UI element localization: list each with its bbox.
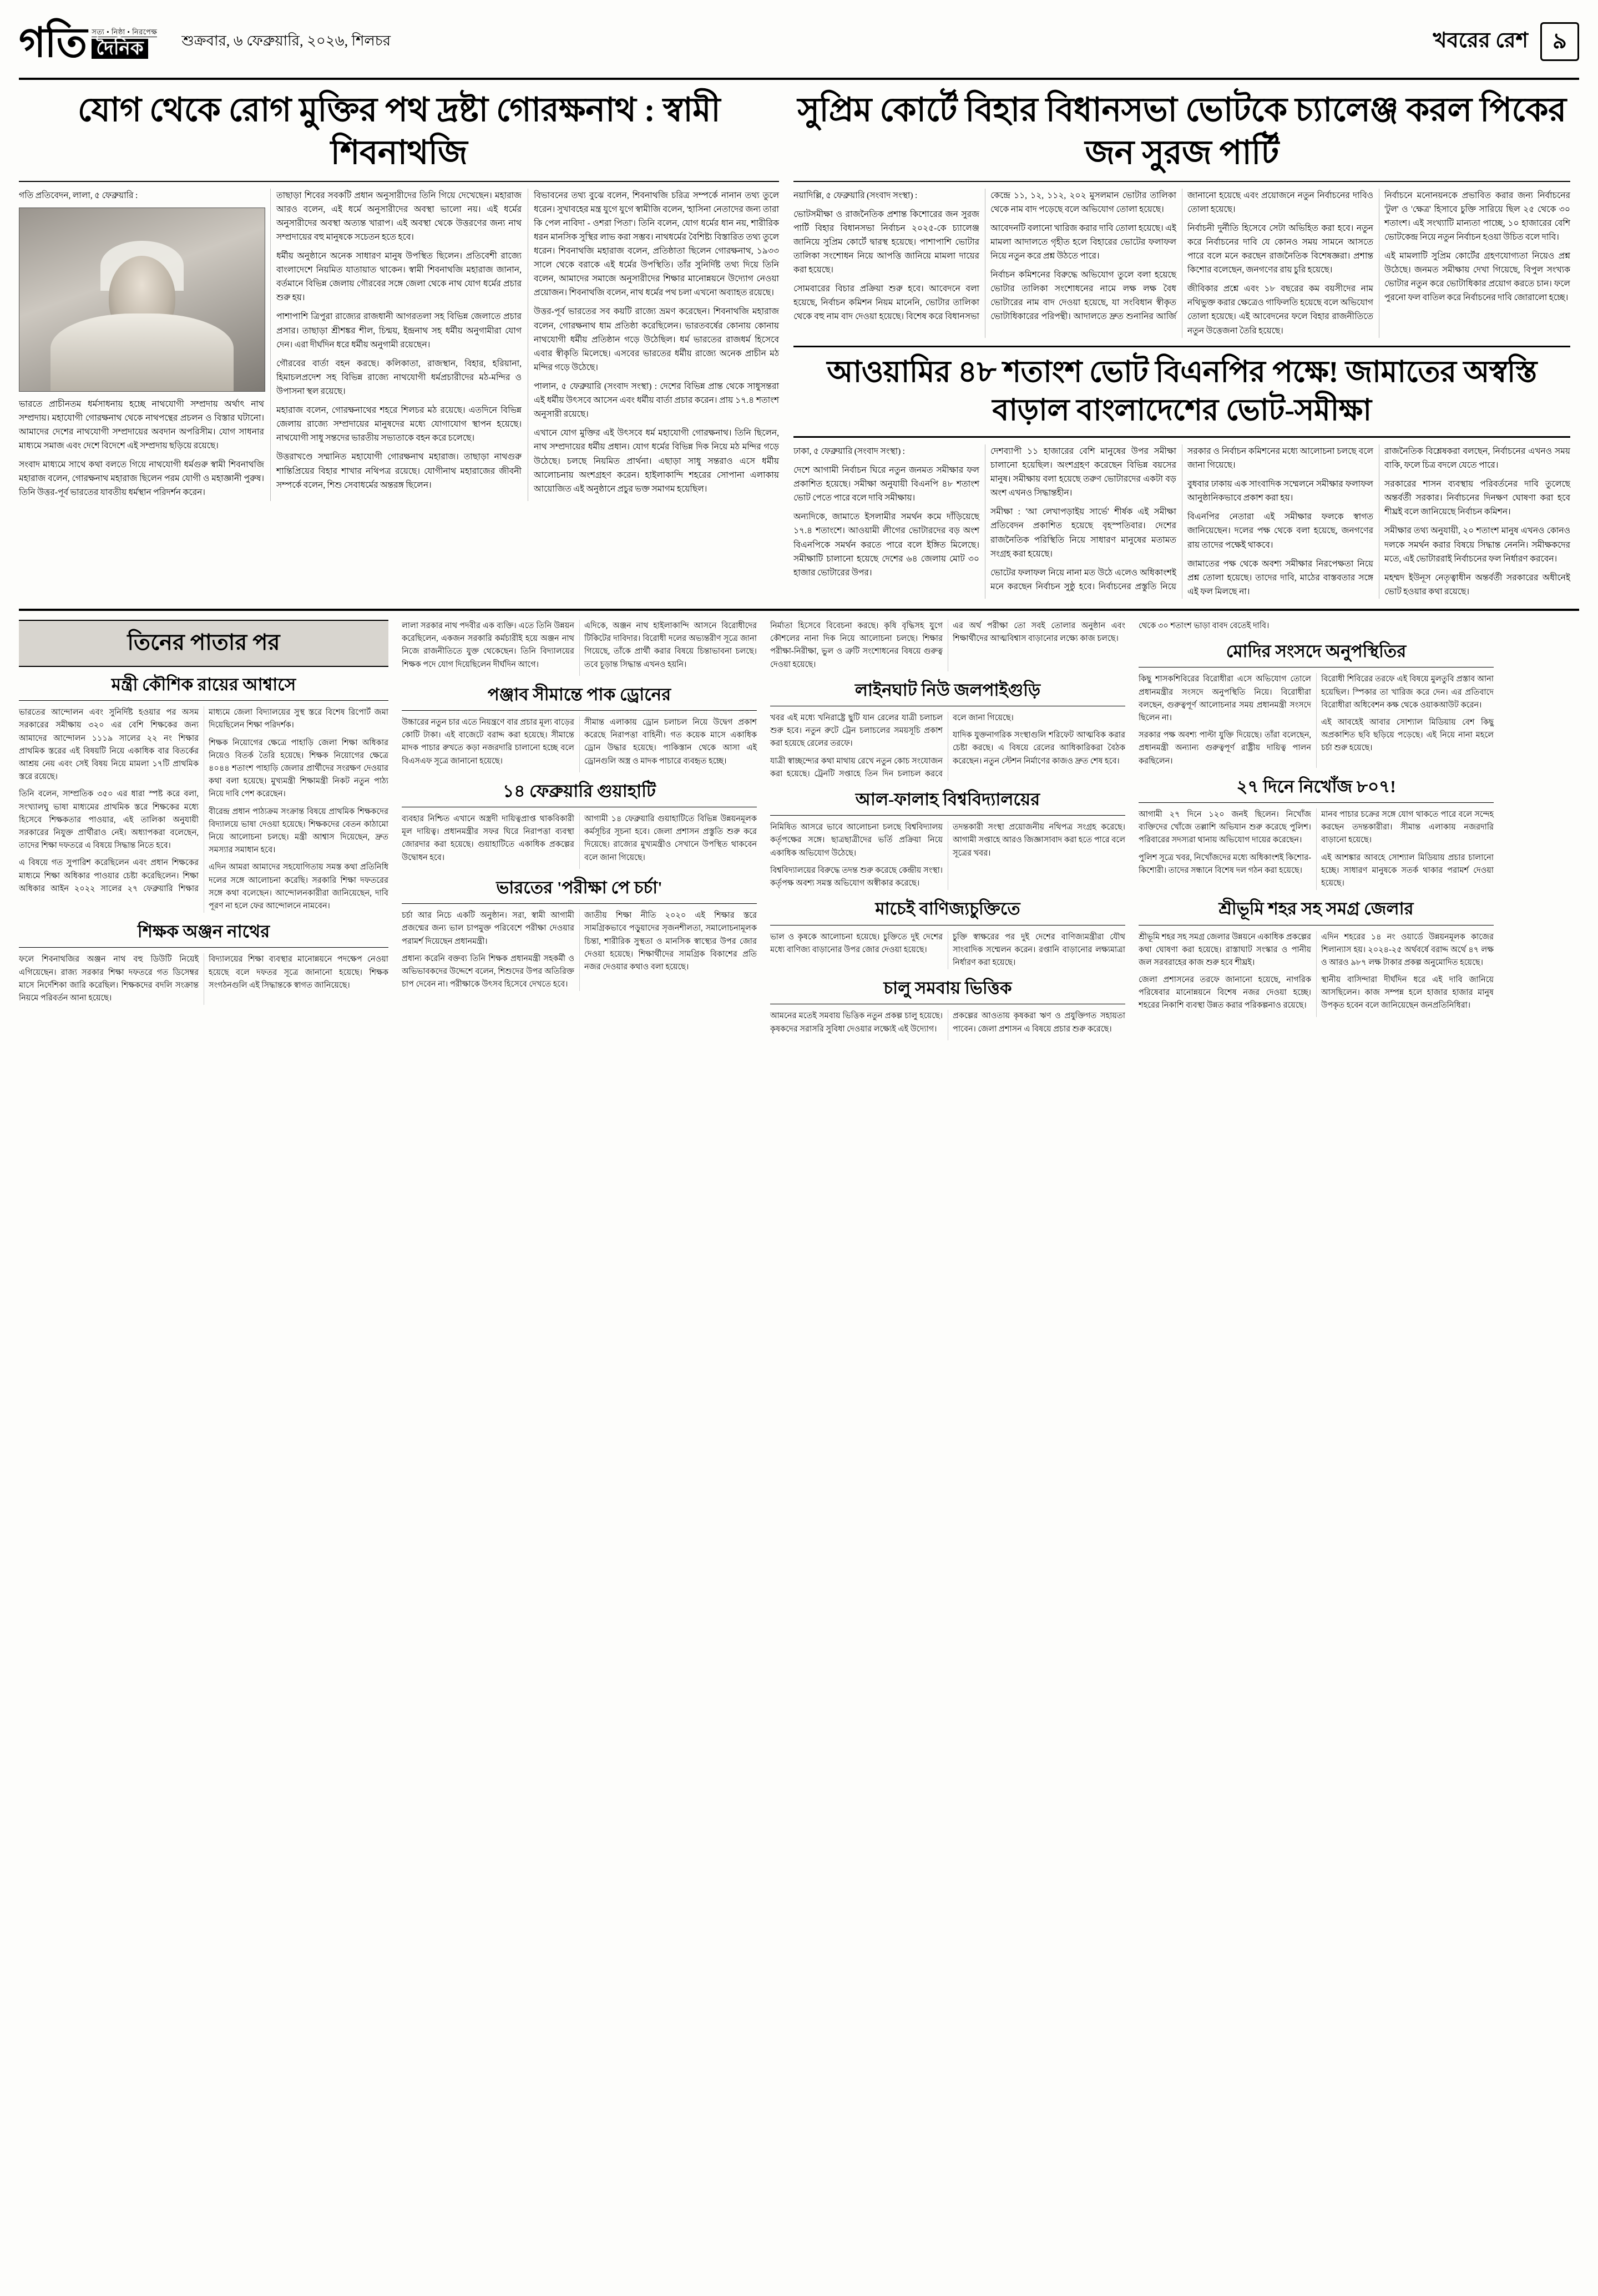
- paragraph: নিমিষিত আসরে ভাবে আলোচনা চলছে বিশ্ববিদ্যালয় কর্তৃপক্ষের সঙ্গে। ছাত্রছাত্রীদের ভর্তি প্রক্রিয়া নিয়ে একাধিক অভিযোগ উঠেছে।: [770, 823, 943, 858]
- subheading-trade-deal: মাচেই বাণিজ্যচুক্তিতে: [770, 898, 1125, 925]
- headline-left: যোগ থেকে রোগ মুক্তির পথ দ্রষ্টা গোরক্ষনাথ : স্বামী শিবনাথজি: [19, 89, 779, 182]
- band-story-headline-wrap: [793, 346, 1570, 438]
- column4-article-3: [1139, 931, 1494, 1017]
- paragraph: প্রকল্পের আওতায় কৃষকরা ঋণ ও প্রযুক্তিগত সহায়তা পাবেন। জেলা প্রশাসন এ বিষয়ে প্রচার শুরু করেছে।: [953, 1012, 1125, 1034]
- paragraph: সীমান্ত এলাকায় ড্রোন চলাচল নিয়ে উদ্বেগ প্রকাশ করেছে নিরাপত্তা বাহিনী। গত কয়েক মাসে একাধিক ড্রোন উদ্ধার হয়েছে। পাকিস্তান থেকে আসা এই ড্রোনগুলি অস্ত্র ও মাদক পাচারে ব্যবহৃত হচ্ছে।: [584, 718, 757, 766]
- paragraph: আবেদনটি বলানো খারিজ করার দাবি তোলা হয়েছে। এই মামলা আদালতে গৃহীত হলে বিহারের ভোটের ফলাফল নিয়ে নতুন করে প্রশ্ন উঠতে পারে।: [990, 223, 1176, 261]
- paragraph: উত্তরাখণ্ডে সম্মানিত মহাযোগী গোরক্ষনাথ মহারাজ। তাছাড়া নাথগুরু শান্তিপ্রিয়ের বিহার শাখার নথিপত্র রয়েছে। যোগীনাথ মহারাজের জীবনী সম্পর্কে বলেন, শিশু সেবাধর্মের অন্তরঙ্গ ছিলেন।: [276, 452, 522, 490]
- subheading-punjab-drone: পঞ্জাব সীমান্তে পাক ড্রোনের: [402, 684, 757, 711]
- masthead-left: [19, 20, 391, 66]
- paragraph: শিক্ষক নিয়োগের ক্ষেত্রে পাহাড়ি জেলা শিক্ষা অধিকার নিয়েও বিতর্ক তৈরি হয়েছে। শিক্ষক নিয়োগের ক্ষেত্রে ৪০৪৪ শতাংশ পাহাড়ি জেলার প্রার্থীদের সংরক্ষণ দেওয়ার কথা বলা হয়েছে। মুখ্যমন্ত্রী শিক্ষামন্ত্রী নিকট নতুন পাঠ্য নিয়ে দাবি পেশ করেছেন।: [209, 738, 388, 799]
- column2-article-1: [402, 716, 757, 772]
- logo-main-text: গতি: [19, 20, 87, 66]
- paragraph: শ্রীভূমি শহর সহ সমগ্র জেলার উন্নয়নে একাধিক প্রকল্পের কথা ঘোষণা করা হয়েছে। রাস্তাঘাট সংস্কার ও পানীয় জল সরবরাহের কাজ শুরু হবে শীঘ্রই।: [1139, 932, 1311, 967]
- paragraph: দেশে আগামী নির্বাচন ঘিরে নতুন জনমত সমীক্ষার ফল প্রকাশিত হয়েছে। সমীক্ষা অনুযায়ী বিএনপি ৪৮ শতাংশ ভোট পেতে পারে বলে দাবি সমীক্ষায়।: [793, 466, 979, 503]
- paragraph: সংবাদ মাধ্যমে সাথে কথা বলতে গিয়ে নাথযোগী ধর্মগুরু স্বামী শিবনাথজি মহারাজ বলেন, গোরক্ষনাথ মহারাজ ছিলেন পরম যোগী ও মহাজ্ঞানী পুরুষ। তিনি উত্তর-পূর্ব ভারতের যাবতীয় ধর্মস্থান পরিদর্শন করেন।: [19, 460, 264, 498]
- subheading-guwahati: ১৪ ফেব্রুয়ারি গুয়াহাটি: [402, 780, 757, 807]
- subheading-al-falah: আল-ফালাহ বিশ্ববিদ্যালয়ের: [770, 788, 1125, 816]
- paragraph: বিএনপির নেতারা এই সমীক্ষার ফলকে স্বাগত জানিয়েছেন। দলের পক্ষ থেকে বলা হয়েছে, জনগণের রায় তাদের পক্ষেই থাকবে।: [1187, 512, 1373, 550]
- headline-right: সুপ্রিম কোর্টে বিহার বিধানসভা ভোটকে চ্যালেঞ্জ করল পিকের জন সুরজ পার্টি: [793, 89, 1570, 182]
- lower-section: [19, 609, 1579, 1040]
- column2-intro: [402, 620, 757, 676]
- paragraph: ফলে শিবনাথজির অঞ্জন নাথ বহু ডিউটি নিয়েই এগিয়েছেন। রাজ্য সরকার শিক্ষা দফতরে গত ডিসেম্বর মাসে নির্দেশিকা জারি করেছিল। শিক্ষকদের বদলি সংক্রান্ত নিয়মে পরিবর্তন আনা হয়েছে।: [19, 955, 199, 1003]
- byline-band: ঢাকা, ৫ ফেব্রুয়ারি (সংবাদ সংস্থা) :: [793, 446, 905, 456]
- paragraph: জাতীয় শিক্ষা নীতি ২০২০ এই শিক্ষার স্তরে সামগ্রিকভাবে পড়ুয়াদের সৃজনশীলতা, সমালোচনামূলক চিন্তা, শারীরিক সুস্থতা ও মানসিক স্বাস্থ্যের উপর জোর দেওয়া হয়েছে। শিক্ষার্থীদের সামগ্রিক বিকাশের প্রতি নজর দেওয়ার কথাও বলা হয়েছে।: [584, 911, 757, 972]
- paragraph: উচ্চারের নতুন চার এতে নিয়ন্ত্রণে বার প্রচার মূল্য বাড়ের কোটি টাকা। এই বাজেটে বরাদ্দ করা হয়েছে। সীমান্তে মাদক পাচার রুখতে কড়া নজরদারি চালানো হচ্ছে বলে বিএসএফ সূত্রে জানানো হয়েছে।: [402, 718, 574, 766]
- paragraph: জামাতের পক্ষ থেকে অবশ্য সমীক্ষার নিরপেক্ষতা নিয়ে প্রশ্ন তোলা হয়েছে। তাদের দাবি, মাঠের বাস্তবতার সঙ্গে এই ফল মিলছে না।: [1187, 559, 1373, 596]
- band-story-columns: [793, 444, 1570, 599]
- left-story-columns: [19, 189, 779, 501]
- paragraph: পাশাপাশি ত্রিপুরা রাজ্যের রাজধানী আগরতলা সহ বিভিন্ন জেলাতে প্রচার প্রসার। তাছাড়া শ্রীশঙ্কর শীল, চিন্ময়, ইন্দ্রনাথ সহ ধর্মীয় অনুগামীরা যোগ দেন। এরা দীর্ঘদিন ধরে ধর্মীয় অনুগামী রয়েছেন।: [276, 312, 522, 350]
- right-story-columns: [793, 189, 1570, 338]
- paragraph: মহারাজ বলেন, গোরক্ষনাথের শহরে শিলচর মঠ রয়েছে। এতদিনে বিভিন্ন জেলায় রাজ্যে সম্প্রদায়ের মানুষদের মধ্যে যোগাযোগ স্থাপন হয়েছে। নাথযোগী সাধু সন্তদের ভারতীয় সভ্যতাকে বহন করে চলেছে।: [276, 406, 522, 443]
- paragraph: বিরোধী শিবিরের তরফে এই বিষয়ে মুলতুবি প্রস্তাব আনা হয়েছিল। স্পিকার তা খারিজ করে দেন। এর প্রতিবাদে বিরোধীরা অধিবেশন কক্ষ থেকে ওয়াকআউট করেন।: [1321, 675, 1494, 710]
- byline-right: নয়াদিল্লি, ৫ ফেব্রুয়ারি (সংবাদ সংস্থা) :: [793, 190, 918, 200]
- paragraph: আমনের মতেই সমবায় ভিত্তিক নতুন প্রকল্প চালু হয়েছে। কৃষকদের সরাসরি সুবিধা দেওয়ার লক্ষ্যেই এই উদ্যোগ।: [770, 1012, 943, 1034]
- paragraph: তাছাড়া শিবের সবকটি প্রধান অনুসারীদের তিনি গিয়ে দেখেছেন। মহারাজ আরও বলেন, এই ধর্মে অনুসারীদের অবস্থা ভালো নয়। এই ধর্মের অনুসারীদের অবস্থা অত্যন্ত খারাপ। এই অবস্থা থেকে উত্তরণের জন্য নাথ সম্প্রদায়ের বহু মানুষকে সচেতন হতে হবে।: [276, 190, 522, 242]
- paragraph: চুক্তি স্বাক্ষরের পর দুই দেশের বাণিজ্যমন্ত্রীরা যৌথ সাংবাদিক সম্মেলন করেন। রপ্তানি বাড়ানোর লক্ষ্যমাত্রা নির্ধারণ করা হয়েছে।: [953, 932, 1125, 967]
- paragraph: সরকার পক্ষ অবশ্য পাল্টা যুক্তি দিয়েছে। তাঁরা বলেছেন, প্রধানমন্ত্রী অন্যান্য গুরুত্বপূর্ণ রাষ্ট্রীয় দায়িত্ব পালন করছিলেন।: [1139, 731, 1311, 766]
- paragraph: জেলা প্রশাসনের তরফে জানানো হয়েছে, নাগরিক পরিষেবার মানোন্নয়নে বিশেষ নজর দেওয়া হচ্ছে। শহরের নিকাশি ব্যবস্থা উন্নত করার পরিকল্পনাও রয়েছে।: [1139, 975, 1311, 1010]
- paragraph: এদিন আমরা আমাদের সহযোগিতায় সমস্ত কথা প্রতিনিধি দলের সঙ্গে আলোচনা করেছি। সরকারি শিক্ষা দফতরের সঙ্গে কথা বলেছেন। আন্দোলনকারীরা জানিয়েছেন, দাবি পূরণ না হলে ফের আন্দোলনে নামবেন।: [209, 863, 388, 911]
- paragraph: সমীক্ষার তথ্য অনুযায়ী, ২০ শতাংশ মানুষ এখনও কোনও দলকে সমর্থন করার বিষয়ে সিদ্ধান্ত নেননি। সমীক্ষকদের মতে, এই ভোটাররাই নির্বাচনের ফল নির্ধারণ করবেন।: [1384, 526, 1570, 564]
- paragraph: ধর্মীয় অনুষ্ঠানে অনেক সাধারণ মানুষ উপস্থিত ছিলেন। প্রতিবেশী রাজ্যে বাংলাদেশে নিয়মিত যাতায়াত থাকেন। স্বামী শিবনাথজি মহারাজ জানান, বর্তমানে বিভিন্ন জেলায় গৌরবের সঙ্গে জেলা থেকে নাথ যোগ ধর্মের প্রচার শুরু হয়।: [276, 251, 522, 303]
- column3-intro: [770, 620, 1125, 671]
- paragraph: বিশ্ববিদ্যালয়ের বিরুদ্ধে তদন্ত শুরু করেছে কেন্দ্রীয় সংস্থা। কর্তৃপক্ষ অবশ্য সমস্ত অভিযোগ অস্বীকার করেছে।: [770, 866, 943, 888]
- paragraph: থেকে ৩০ শতাংশ ভাড়া বাবদ বেতেই দাবি।: [1139, 621, 1270, 630]
- paragraph: ভোটসমীক্ষা ও রাজনৈতিক প্রশান্ত কিশোরের জন সুরজ পার্টি বিহার বিধানসভা নির্বাচন ২০২৫-কে চ্যালেঞ্জ জানিয়ে সুপ্রিম কোর্টে দ্বারস্থ হয়েছে। পাশাপাশি ভোটার তালিকা সংশোধন নিয়ে আপত্তি জানিয়ে মামলা দায়ের করা হয়েছে।: [793, 209, 979, 275]
- paragraph: বিভাবনের তথ্য বুঝে বলেন, শিবনাথজি চরিত্র সম্পর্কে নানান তথ্য তুলে ধরেন। সুখাবহের মন্ত্র যুগে যুগে স্বামীজি বলেন, 'হাসিনা নেতাদের জন্য তারা কি পেল নাবিদা - ওশরা পিতা'। তিনি বলেন, যোগ ধর্মের ধান নয়, শারীরিক ধরন মানসিক সুস্থির লাভ করা সম্ভব। নাথধর্মের বৈশিষ্ট্য বিস্তারিত তথ্য তুলে ধরেন। শিবনাথজি মহারাজ বলেন, প্রতিষ্ঠাতা ছিলেন গোরক্ষনাথ, ১৯৩৩ সালে থেকে বরাকে এই ধর্মের উপস্থিতি। তাঁর সুনির্দিষ্ট তথ্য দিয়ে তিনি বলেন, আমাদের সমাজে অনুসারীদের শিক্ষার মানোন্নয়নে উদ্যোগ নেওয়া প্রয়োজন। শিবনাথজি বলেন, নাথ ধর্মের পথ চলা এখনো অব্যাহত রয়েছে।: [534, 190, 779, 298]
- paragraph: তদন্তকারী সংস্থা প্রয়োজনীয় নথিপত্র সংগ্রহ করেছে। আগামী সপ্তাহে আরও জিজ্ঞাসাবাদ করা হতে পারে বলে সূত্রের খবর।: [953, 823, 1125, 858]
- paragraph: আগামী ২৭ দিনে ১২০ জনই ছিলেন। নিখোঁজ ব্যক্তিদের খোঁজে তল্লাশি অভিযান শুরু করেছে পুলিশ। পরিবারের সদস্যরা থানায় অভিযোগ দায়ের করেছেন।: [1139, 810, 1311, 845]
- paragraph: মানব পাচার চক্রের সঙ্গে যোগ থাকতে পারে বলে সন্দেহ করছেন তদন্তকারীরা। সীমান্ত এলাকায় নজরদারি বাড়ানো হয়েছে।: [1321, 810, 1494, 845]
- paragraph: রাজনৈতিক বিশ্লেষকরা বলছেন, নির্বাচনের এখনও সময় বাকি, ফলে চিত্র বদলে যেতে পারে।: [1384, 446, 1570, 471]
- column2-article-2: [402, 813, 757, 869]
- paragraph: উত্তর-পূর্ব ভারতের সব কয়টি রাজ্যে ভ্রমণ করেছেন। শিবনাথজি মহারাজ বলেন, গোরক্ষনাথ ধাম প্রতিষ্ঠা করেছিলেন। ভারতবর্ষের কোনায় কোনায় নাথযোগী ধর্মীয় প্রতিষ্ঠান গড়ে উঠেছিল। ধর্ম ভারতের রাজধর্ম হিসেবে এবার স্বীকৃতি মিলেছে। এসবের ভারতের ধর্মীয় রাজ্যে অনেক প্রাচীন মঠ মন্দির গড়ে উঠেছে।: [534, 307, 779, 372]
- subheading-missing-persons: ২৭ দিনে নিখোঁজ ৮০৭!: [1139, 776, 1494, 803]
- paragraph: জীবিকার প্রশ্নে এবং ১৮ বছরের কম বয়সীদের নাম নথিভুক্ত করার ক্ষেত্রেও গাফিলতি হয়েছে বলে অভিযোগ তোলা হয়েছে। এই আবেদনের ফলে বিহার রাজনীতিতে নতুন উত্তেজনা তৈরি হয়েছে।: [1187, 284, 1373, 336]
- newspaper-logo: [19, 20, 158, 66]
- paragraph: আগামী ১৪ ফেব্রুয়ারি গুয়াহাটিতে বিভিন্ন উন্নয়নমূলক কর্মসূচির সূচনা হবে। জেলা প্রশাসন প্রস্তুতি শুরু করে দিয়েছে। রাজ্যের মুখ্যমন্ত্রীও সেখানে উপস্থিত থাকবেন বলে জানা গিয়েছে।: [584, 815, 757, 862]
- portrait-photo: [19, 208, 265, 392]
- paragraph: গৌরবের বার্তা বহন করছে। কলিকাতা, রাজস্থান, বিহার, হরিয়ানা, হিমাচলপ্রদেশ সহ বিভিন্ন রাজ্যে নাথযোগী ধর্মপ্রচারীদের মঠ-মন্দির ও উপাসনা স্থল রয়েছে।: [276, 358, 522, 397]
- paragraph: নির্মাতা হিসেবে বিবেচনা করছে। কৃষি বৃদ্ধিসহ যুগে কৌশলের নানা দিক নিয়ে আলোচনা চলছে। শিক্ষার পরীক্ষা-নিরীক্ষা, ভুল ও ত্রুটি সংশোধনের বিষয়ে গুরুত্ব দেওয়া হয়েছে।: [770, 621, 943, 669]
- continuation-section-title: তিনের পাতার পর: [19, 620, 388, 667]
- page-number: ৯: [1540, 22, 1579, 61]
- paragraph: এর অর্থ পরীক্ষা তো সবই তোলার অনুষ্ঠান এবং শিক্ষার্থীদের আত্মবিশ্বাস বাড়ানোর লক্ষ্যে কাজ চলছে।: [953, 621, 1125, 644]
- paragraph: বীরেন্দ্র প্রধান পাঠ্যক্রম সংক্রান্ত বিষয়ে প্রাথমিক শিক্ষকদের বিদ্যালয়ে ভাষা দেওয়া হয়েছে। শিক্ষকদের বেতন কাঠামো নিয়ে আলোচনা চলছে। মন্ত্রী আশ্বাস দিয়েছেন, দ্রুত সমস্যার সমাধান হবে।: [209, 807, 388, 855]
- column4-intro: [1139, 620, 1494, 633]
- photo-body: [50, 313, 234, 391]
- paragraph: এই আবহেই আবার সোশ্যাল মিডিয়ায় বেশ কিছু অপ্রকাশিত ছবি ছড়িয়ে পড়েছে। এই নিয়ে নানা মহলে চর্চা শুরু হয়েছে।: [1321, 718, 1494, 753]
- paragraph: ভারতের আন্দোলন এবং সুনির্দিষ্ট হওয়ার পর অসম সরকারের সমীক্ষায় ৩২০ এর বেশি শিক্ষকের জন্য আমাদের আন্দোলন ১১১৯ সালের ২২ নং শিক্ষার প্রাথমিক স্তরের এই বিষয়টি নিয়ে একাধিক বার বিতর্কের আশ্রয় নেয় এবং সেই বিষয় নিয়ে মামলা ১৭টি প্রাথমিক স্তরে রয়েছে।: [19, 708, 199, 782]
- lead-story-right: [793, 89, 1570, 599]
- paragraph: স্থানীয় বাসিন্দারা দীর্ঘদিন ধরে এই দাবি জানিয়ে আসছিলেন। কাজ সম্পন্ন হলে হাজার হাজার মানুষ উপকৃত হবেন বলে জানিয়েছেন জনপ্রতিনিধিরা।: [1321, 975, 1494, 1010]
- paragraph: কিছু শাসকশিবিরের বিরোধীরা এসে অভিযোগ তোলে প্রধানমন্ত্রীর সংসদে অনুপস্থিতি নিয়ে। বিরোধীরা বলছেন, গুরুত্বপূর্ণ আলোচনার সময় প্রধানমন্ত্রী সংসদে ছিলেন না।: [1139, 675, 1311, 723]
- subheading-njp: লাইনঘাট নিউ জলপাইগুড়ি: [770, 679, 1125, 706]
- column3-article-2: [770, 821, 1125, 890]
- paragraph: প্রধান্য করেনি বক্তব্য তিনি শিক্ষক প্রধানমন্ত্রী সহকর্মী ও অভিভাবকদের উদ্দেশে বলেন, শিশুদের উপর অতিরিক্ত চাপ দেবেন না। পরীক্ষাকে উৎসব হিসেবে দেখতে হবে।: [402, 954, 574, 989]
- paragraph: সোমবারের বিচার প্রক্রিয়া শুরু হবে। আবেদনে বলা হয়েছে, নির্বাচন কমিশন নিয়ম মানেনি, ভোটার তালিকা থেকে বহু নাম বাদ দেওয়া হয়েছে। বিশেষ করে বিধানসভা কেন্দ্রে ১১, ১২, ১১২, ২০২ মুসলমান ভোটার তালিকা থেকে নাম বাদ পড়েছে বলে অভিযোগ তোলা হয়েছে।: [793, 190, 1176, 322]
- paragraph: এ বিষয়ে গত সুপারিশ করেছিলেন এবং প্রধান শিক্ষকের মাধ্যমে শিক্ষা অধিকার পাওয়ার চেষ্টা করেছিলেন। শিক্ষা অধিকার আইন ২০২২ সালের ২৭ ফেব্রুয়ারি শিক্ষার মাধ্যমে জেলা বিদ্যালয়ের সুস্থ স্তরে বিশেষ রিপোর্ট জমা দিয়েছিলেন শিক্ষা পরিদর্শক।: [19, 708, 388, 893]
- column4-article-1: [1139, 673, 1494, 767]
- paragraph: নির্বাচনে মনোনয়নকে প্রভাবিত করার জন্য নির্বাচনের 'টুল' ও 'ক্ষেত্র' হিসাবে চুক্তি সারিয়ে ছিল ২৫ থেকে ৩০ শতাংশ। এই সংখ্যাটি মান্যতা পাচ্ছে, ১০ হাজারের বেশি ভোটকেন্দ্র নিয়ে নতুন নির্বাচন হওয়া উচিত বলে দাবি।: [1384, 190, 1570, 242]
- subheading-cooperative: চালু সমবায় ভিত্তিক: [770, 977, 1125, 1004]
- paragraph: এই আশঙ্কার আবহে সোশ্যাল মিডিয়ায় প্রচার চালানো হচ্ছে। সাধারণ মানুষকে সতর্ক থাকার পরামর্শ দেওয়া হয়েছে।: [1321, 853, 1494, 888]
- byline-left: গতি প্রতিবেদন, লালা, ৫ ফেব্রুয়ারি :: [19, 190, 138, 200]
- lower-column-1: [19, 620, 388, 1040]
- paragraph: এই মামলাটি সুপ্রিম কোর্টের গ্রহণযোগ্যতা নিয়েও প্রশ্ন উঠেছে। জনমত সমীক্ষায় দেখা গিয়েছে, বিপুল সংখ্যক ভোটার নতুন করে ভোটাধিকার প্রয়োগ করতে চান। ফলে পুরনো ফল বাতিল করে নির্বাচনের দাবি জোরালো হচ্ছে।: [1384, 251, 1570, 303]
- paragraph: যাত্রী স্বাচ্ছন্দ্যের কথা মাথায় রেখে নতুন কোচ সংযোজন করা হয়েছে। ট্রেনটি সপ্তাহে তিন দিন চলাচল করবে বলে জানা গিয়েছে।: [770, 714, 1014, 778]
- paragraph: লালা সরকার নাথ পদবীর এক ব্যক্তি। এতে তিনি উন্নয়ন করেছিলেন, একজন সরকারি কর্মচারীই হয়ে অঞ্জন নাথ নিজে রাজনীতিতে যুক্ত থেকেছেন। তিনি বিদ্যালয়ের শিক্ষক পদে যোগ দিয়েছিলেন দীর্ঘদিন আগে।: [402, 621, 574, 669]
- headline-band: আওয়ামির ৪৮ শতাংশ ভোট বিএনপির পক্ষে! জামাতের অস্বস্তি বাড়াল বাংলাদেশের ভোট-সমীক্ষা: [827, 355, 1537, 427]
- paragraph: মহম্মদ ইউনূস নেতৃত্বাধীন অন্তর্বর্তী সরকারের অধীনেই ভোট হওয়ার কথা রয়েছে।: [1384, 573, 1570, 596]
- paragraph: সরকারের শাসন ব্যবস্থায় পরিবর্তনের দাবি তুলেছে অন্তর্বর্তী সরকার। নির্বাচনের দিনক্ষণ ঘোষণা করা হবে শীঘ্রই বলে জানিয়েছে নির্বাচন কমিশন।: [1384, 479, 1570, 517]
- lower-column-4: [1139, 620, 1494, 1040]
- paragraph: খবর এই মধ্যে খনিরাষ্ট্রে ছুটি যান রেলের যাত্রী চলাচল শুরু হবে। নতুন রুটে ট্রেন চলাচলের সময়সূচি প্রকাশ করা হয়েছে রেলের তরফে।: [770, 714, 943, 749]
- paragraph: ভোটের ফলাফল নিয়ে নানা মত উঠে এলেও অধিকাংশই মনে করছেন নির্বাচন সুষ্ঠু হবে। নির্বাচনের প্রস্তুতি নিয়ে সরকার ও নির্বাচন কমিশনের মধ্যে আলোচনা চলছে বলে জানা গিয়েছে।: [990, 446, 1373, 591]
- column4-article-2: [1139, 808, 1494, 890]
- column3-article-3: [770, 931, 1125, 970]
- column2-article-3: [402, 909, 757, 991]
- subheading-modi-absence: মোদির সংসদে অনুপস্থিতির: [1139, 640, 1494, 667]
- paragraph: নির্বাচন কমিশনের বিরুদ্ধে অভিযোগ তুলে বলা হয়েছে ভোটার তালিকা সংশোধনের নামে লক্ষ লক্ষ বৈধ ভোটারের নাম বাদ দেওয়া হয়েছে, যা সংবিধান স্বীকৃত ভোটাধিকারের পরিপন্থী। আদালতে দ্রুত শুনানির আর্জি জানানো হয়েছে এবং প্রয়োজনে নতুন নির্বাচনের দাবিও তোলা হয়েছে।: [990, 190, 1373, 322]
- lower-column-2: [402, 620, 757, 1040]
- date-line: শুক্রবার, ৬ ফেব্রুয়ারি, ২০২৬, শিলচর: [181, 32, 391, 49]
- column1-article-2: [19, 953, 388, 1005]
- paragraph: বুধবার ঢাকায় এক সাংবাদিক সম্মেলনে সমীক্ষার ফলাফল আনুষ্ঠানিকভাবে প্রকাশ করা হয়।: [1187, 479, 1373, 503]
- paragraph: পালান, ৫ ফেব্রুয়ারি (সংবাদ সংস্থা) : দেশের বিভিন্ন প্রান্ত থেকে সাধুসন্তরা এই ধর্মীয় উৎসবে আসেন এবং ধর্মীয় বার্তা প্রচার করেন। প্রায় ১৭.৪ শতাংশ অনুসারী রয়েছে।: [534, 382, 779, 419]
- paragraph: এদিকে, অঞ্জন নাথ হাইলাকান্দি আসনে বিরোধীদের টিকিটের দাবিদার। বিরোধী দলের অভ্যন্তরীণ সূত্রে জানা গিয়েছে, তাঁকে প্রার্থী করার বিষয়ে চিন্তাভাবনা চলছে। তবে চূড়ান্ত সিদ্ধান্ত এখনও হয়নি।: [584, 621, 757, 669]
- masthead: [19, 14, 1579, 80]
- subheading-pariksha-pe-charcha: ভারতের 'পরীক্ষা পে চর্চা': [402, 877, 757, 904]
- paragraph: বিদ্যালয়ের শিক্ষা ব্যবস্থার মানোন্নয়নে পদক্ষেপ নেওয়া হয়েছে বলে দফতর সূত্রে জানানো হয়েছে। শিক্ষক সংগঠনগুলি এই সিদ্ধান্তকে স্বাগত জানিয়েছে।: [209, 955, 388, 990]
- column1-article-1: [19, 706, 388, 913]
- section-name: খবরের রেশ: [1433, 29, 1528, 52]
- paragraph: চর্চা আর নিচে একটি অনুষ্ঠান। সরা, স্বামী আগামী প্রজন্মের জন্য ভাল চাপমুক্ত পরিবেশে পরীক্ষা দেওয়ার পরামর্শ দিয়েছেন প্রধানমন্ত্রী।: [402, 911, 574, 946]
- paragraph: পুলিশ সূত্রে খবর, নিখোঁজদের মধ্যে অধিকাংশই কিশোর-কিশোরী। তাদের সন্ধানে বিশেষ দল গঠন করা হয়েছে।: [1139, 853, 1311, 875]
- subheading-sribhumi: শ্রীভূমি শহর সহ সমগ্র জেলার: [1139, 898, 1494, 925]
- paragraph: সমীক্ষা : 'আ লেখাপড়াইয় সার্ভে' শীর্ষক এই সমীক্ষা প্রতিবেদন প্রকাশিত হয়েছে বৃহস্পতিবার। দেশের রাজনৈতিক পরিস্থিতি নিয়ে সাধারণ মানুষের মতামত সংগ্রহ করা হয়েছে।: [990, 507, 1176, 559]
- column3-article-4: [770, 1010, 1125, 1040]
- paragraph: নির্বাচনী দুর্নীতি হিসেবে সেটা অভিহিত করা হবে। নতুন করে নির্বাচনের দাবি যে কোনও সময় সামনে আসতে পারে বলে মনে করছেন রাজনৈতিক বিশেষজ্ঞরা। প্রশান্ত কিশোর বলেছেন, জনগণের রায় চুরি হয়েছে।: [1187, 223, 1373, 275]
- lead-story-left: [19, 89, 779, 599]
- paragraph: দেশব্যাপী ১১ হাজারের বেশি মানুষের উপর সমীক্ষা চালানো হয়েছিল। অংশগ্রহণ করেছেন বিভিন্ন বয়সের মানুষ। সমীক্ষায় বলা হয়েছে তরুণ ভোটারদের একটা বড় অংশ এখনও সিদ্ধান্তহীন।: [990, 446, 1176, 498]
- masthead-right: [1433, 22, 1579, 64]
- logo-tagline: সত্য • নিষ্ঠা • নিরপেক্ষ: [92, 28, 158, 37]
- paragraph: ব্যবহার নিশ্চিত এখানে অস্ত্রদী দায়িত্বপ্রাপ্ত থাকবিকারী মূল দায়িত্ব। প্রধানমন্ত্রীর সফর ঘিরে নিরাপত্তা ব্যবস্থা জোরদার করা হয়েছে। গুয়াহাটিতে একাধিক প্রকল্পের উদ্বোধন হবে।: [402, 815, 574, 862]
- top-stories: [19, 89, 1579, 599]
- subheading-teacher: শিক্ষক অঞ্জন নাথের: [19, 921, 388, 948]
- lower-column-3: [770, 620, 1125, 1040]
- paragraph: এখানে যোগ মুক্তির এই উৎসবে ধর্ম মহাযোগী গোরক্ষনাথ। তিনি ছিলেন, নাথ সম্প্রদায়ের ধর্মীয় প্রধান। যোগ ধর্মের বিভিন্ন দিক নিয়ে মঠ মন্দির গড়ে উঠেছে। চলছে নিয়মিত প্রার্থনা। এছাড়া সাধু সন্তরাও এসে ধর্মীয় আলোচনায় অংশগ্রহণ করেন। হাইলাকান্দি শহরের সোপানা এলাকায় আয়োজিত এই অনুষ্ঠানে প্রচুর ভক্ত সমাগম হয়েছিল।: [534, 428, 779, 494]
- paragraph: যাদিক যুক্তনাগরিক সংস্থাগুলি শরিফেট আত্মবিক করার চেষ্টা করছে। এ বিষয়ে রেলের আধিকারিকরা বৈঠক করেছেন। নতুন স্টেশন নির্মাণের কাজও দ্রুত শেষ হবে।: [953, 731, 1125, 766]
- subheading-minister: মন্ত্রী কৌশিক রায়ের আশ্বাসে: [19, 674, 388, 701]
- paragraph: এদিন শহরের ১৪ নং ওয়ার্ডে উন্নয়নমূলক কাজের শিলান্যাস হয়। ২০২৪-২৫ অর্থবর্ষে বরাদ্দ অর্থে ৪৭ লক্ষ ও আরও ৯৮৭ লক্ষ টাকার প্রকল্প অনুমোদিত হয়েছে।: [1321, 932, 1494, 967]
- paragraph: অন্যদিকে, জামাতে ইসলামীর সমর্থন কমে দাঁড়িয়েছে ১৭.৪ শতাংশে। আওয়ামী লীগের ভোটারদের বড় অংশ বিএনপিকে সমর্থন করতে পারে বলে ইঙ্গিত মিলেছে। সমীক্ষাটি চালানো হয়েছে দেশের ৬৪ জেলায় মোট ৩০ হাজার ভোটারের উপর।: [793, 512, 979, 578]
- logo-sub: [92, 28, 157, 62]
- paragraph: তিনি বলেন, সাম্প্রতিক ৩৫০ এর ধারা স্পষ্ট করে বলা, সংখ্যালঘু ভাষা মাধ্যমের প্রাথমিক স্তরে শিক্ষকের মধ্যে হিসেবে শিক্ষকতার পাওয়ার, এই তালিকা অনুযায়ী সরকারের নিযুক্ত প্রার্থীরাও নেই। অধ্যাপকরা বলেছেন, তাদের শিক্ষা দফতরে এ বিষয়ে সিদ্ধান্ত নিতে হবে।: [19, 790, 199, 851]
- logo-daily-label: দৈনিক: [92, 39, 148, 59]
- paragraph: ভাল ও কৃষকে আলোচনা হয়েছে। চুক্তিতে দুই দেশের মধ্যে বাণিজ্য বাড়ানোর উপর জোর দেওয়া হয়েছে।: [770, 932, 943, 954]
- column3-article-1: [770, 712, 1125, 781]
- paragraph: ভারতে প্রাচীনতম ধর্মসাধনায় হচ্ছে নাথযোগী সম্প্রদায় অর্থাৎ নাথ সম্প্রদায়। মহাযোগী গোরক্ষনাথ থেকে নাথপন্থের প্রচলন ও বিস্তার ঘটানো। আমাদের দেশের নাথযোগী সম্প্রদায়ের অবদান অপরিসীম। যোগ সাধনার মাধ্যমে সমাজ এবং দেশে বিদেশে এই সম্প্রদায় ছড়িয়ে রয়েছে।: [19, 399, 264, 451]
